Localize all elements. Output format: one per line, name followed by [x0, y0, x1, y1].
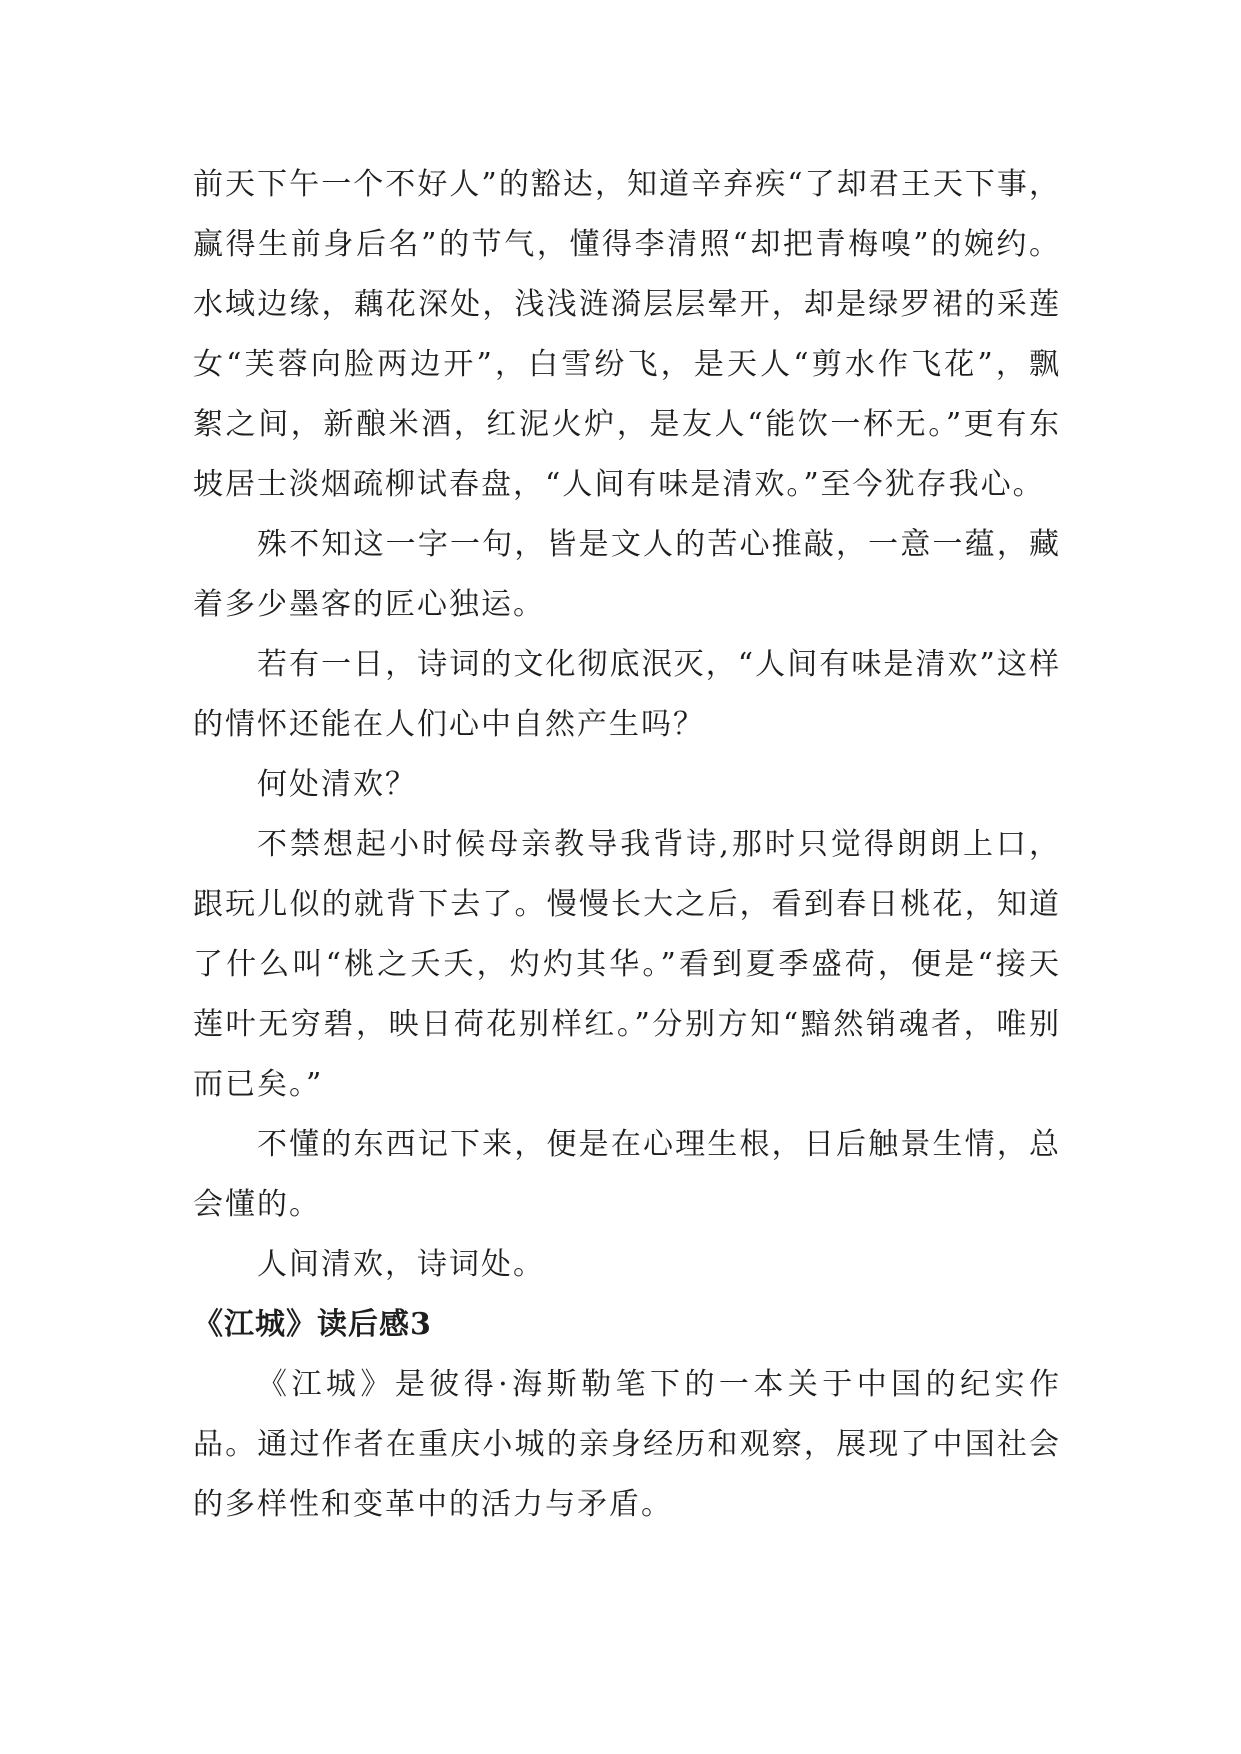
- paragraph-question: 若有一日，诗词的文化彻底泯灭，“人间有味是清欢”这样的情怀还能在人们心中自然产生吗？: [193, 647, 1061, 742]
- paragraph-conclusion: 人间清欢，诗词处。: [257, 1247, 545, 1282]
- paragraph-poetry-examples: 前天下午一个不好人”的豁达，知道辛弃疾“了却君王天下事，赢得生前身后名”的节气，懂得李清照“却把青梅嗅”的婉约。水域边缘，藕花深处，浅浅涟漪层层晕开，却是绿罗裙的采莲女“芙蓉向脸两边开”，白雪纷飞，是天人“剪水作飞花”，飘絮之间，新酿米酒，红泥火炉，是友人“能饮一杯无。”更有东坡居士淡烟疏柳试春盘，“人间有味是清欢。”至今犹存我心。: [193, 167, 1061, 502]
- document-page: [193, 155, 1061, 1535]
- paragraph-river-town-intro: 《江城》是彼得·海斯勒笔下的一本关于中国的纪实作品。通过作者在重庆小城的亲身经历和观察，展现了中国社会的多样性和变革中的活力与矛盾。: [193, 1367, 1061, 1522]
- paragraph-where-joy: 何处清欢？: [257, 767, 417, 802]
- paragraph-understanding: 不懂的东西记下来，便是在心理生根，日后触景生情，总会懂的。: [193, 1127, 1061, 1222]
- paragraph-childhood-memory: 不禁想起小时候母亲教导我背诗,那时只觉得朗朗上口，跟玩儿似的就背下去了。慢慢长大之后，看到春日桃花，知道了什么叫“桃之夭夭，灼灼其华。”看到夏季盛荷，便是“接天莲叶无穷碧，映日荷花别样红。”分别方知“黯然销魂者，唯别而已矣。”: [193, 827, 1061, 1102]
- section-title: 《江城》读后感3: [193, 1307, 432, 1342]
- paragraph-craftsmanship: 殊不知这一字一句，皆是文人的苦心推敲，一意一蕴，藏着多少墨客的匠心独运。: [193, 527, 1061, 622]
